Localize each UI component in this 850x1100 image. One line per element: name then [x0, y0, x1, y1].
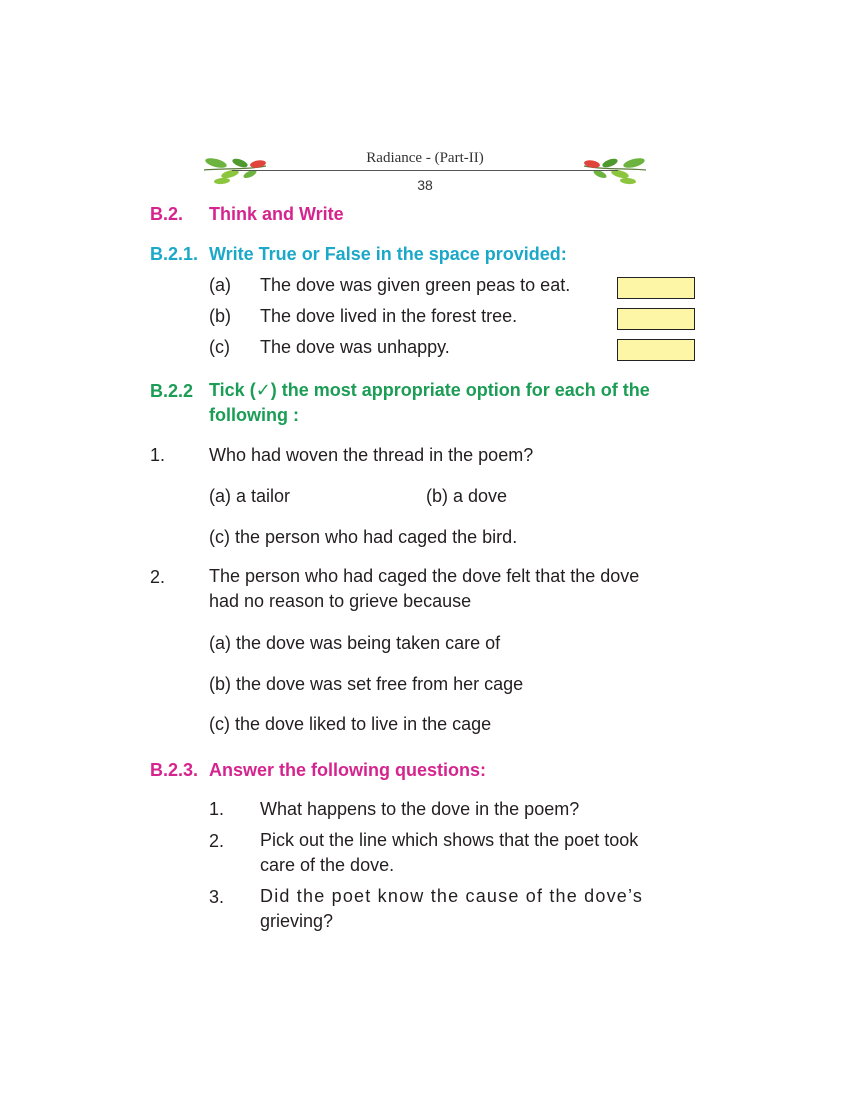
- section-b22-title-line2: following :: [209, 405, 299, 425]
- section-b21-number: B.2.1.: [150, 244, 199, 264]
- section-b2-number: B.2.: [150, 204, 184, 224]
- tf-answer-box-a[interactable]: [617, 277, 695, 299]
- mcq-1-option-a[interactable]: (a) a tailor: [209, 486, 291, 506]
- mcq-2-option-b[interactable]: (b) the dove was set free from her cage: [209, 674, 524, 694]
- question-3-line1: Did the poet know the cause of the dove’s: [260, 886, 644, 906]
- mcq-2-question: [209, 564, 639, 614]
- question-2-number: 2.: [209, 831, 225, 851]
- tf-item-b-label: (b): [209, 306, 231, 326]
- question-1-number: 1.: [209, 799, 225, 819]
- tf-item-b-text: The dove lived in the forest tree.: [260, 306, 518, 326]
- mcq-1-number: 1.: [150, 445, 166, 465]
- tf-answer-box-b[interactable]: [617, 308, 695, 330]
- tf-item-a-text: The dove was given green peas to eat.: [260, 275, 571, 295]
- mcq-2-number: 2.: [150, 567, 166, 587]
- question-1-text: What happens to the dove in the poem?: [260, 799, 580, 819]
- book-title: Radiance - (Part-II): [366, 150, 484, 166]
- mcq-1-question: Who had woven the thread in the poem?: [209, 445, 534, 465]
- tf-answer-box-c[interactable]: [617, 339, 695, 361]
- question-3-text: [260, 884, 643, 934]
- mcq-1-option-c[interactable]: (c) the person who had caged the bird.: [209, 527, 518, 547]
- section-b2-title: Think and Write: [209, 204, 344, 224]
- tf-item-c-text: The dove was unhappy.: [260, 337, 450, 357]
- question-3-number: 3.: [209, 887, 225, 907]
- section-b22-number: B.2.2: [150, 381, 194, 401]
- question-2-text: [260, 828, 638, 878]
- section-b21-title: Write True or False in the space provided:: [209, 244, 567, 264]
- mcq-1-option-b[interactable]: (b) a dove: [426, 486, 508, 506]
- section-b22-title-line1: Tick (✓) the most appropriate option for each of the: [209, 380, 650, 400]
- tf-item-a-label: (a): [209, 275, 231, 295]
- question-2-line2: care of the dove.: [260, 855, 395, 875]
- mcq-2-question-line1: The person who had caged the dove felt that the dove: [209, 566, 640, 586]
- question-2-line1: Pick out the line which shows that the poet took: [260, 830, 639, 850]
- mcq-2-option-c[interactable]: (c) the dove liked to live in the cage: [209, 714, 492, 734]
- section-b23-title: Answer the following questions:: [209, 760, 487, 780]
- mcq-2-option-a[interactable]: (a) the dove was being taken care of: [209, 633, 501, 653]
- mcq-2-question-line2: had no reason to grieve because: [209, 591, 472, 611]
- question-3-line2: grieving?: [260, 911, 334, 931]
- section-b22-title: [209, 378, 650, 428]
- section-b23-number: B.2.3.: [150, 760, 199, 780]
- header-divider: [232, 170, 618, 171]
- tf-item-c-label: (c): [209, 337, 230, 357]
- page-number: 38: [417, 177, 433, 193]
